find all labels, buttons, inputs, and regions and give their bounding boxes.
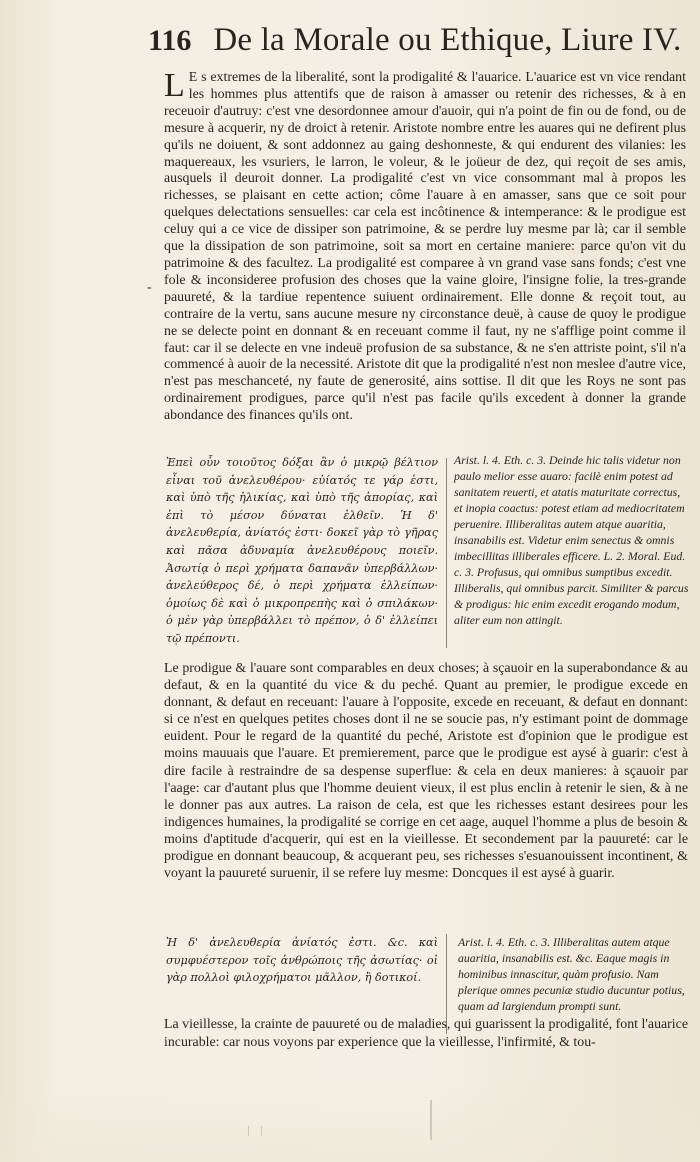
latin-sidenote-2: Arist. l. 4. Eth. c. 3. Illiberalitas autem atque auaritia, insanabilis est. &c. Eaque magis in hominibus innascitur, quàm profusio. Nam plerique omnes pecuniæ studio ducuntur potius, quam ad largiendum prompti sunt. — [458, 935, 685, 1013]
bleed-through-mark-2 — [248, 1126, 262, 1136]
page-header — [148, 22, 682, 66]
latin-sidenote-1: Arist. l. 4. Eth. c. 3. Deinde hic talis videtur non paulo melior esse auaro: facilè enim potest ad sanitatem reuerti, et atatis maturitate correctus, et inopia coactus: potest etiam ad mediocritatem peruenire. Illiberalitas autem atque auaritia, insanabilis est. Videtur enim senectus & omnis imbecillitas illiberales efficere. L. 2. Moral. Eud. c. 3. Profusus, qui omnibus sumptibus excedit. Illiberalis, qui omnibus parcit. Similiter & parcus & prodigus: hic enim excedit erogando modum, aliter eum non attingit. — [454, 453, 689, 627]
greek-quotation-2: Ἡ δ' ἀνελευθερία ἀνίατός ἐστι. &c. καὶ συμφυέστερον τοῖς ἀνθρώποις τῆς ἀσωτίας· οἱ γὰρ πολλοὶ φιλοχρήματοι μᾶλλον, ἢ δοτικοί. — [166, 936, 438, 985]
main-paragraph-1 — [164, 67, 686, 425]
main-paragraph-2: Le prodigue & l'auare sont comparables en deux choses; à sçauoir en la superabondance & au defaut, & en la quantité du vice & du peché. Quant au premier, le prodigue excede en donnant, & defaut en receuant: l'auare à l'opposite, excede en receuant, & defaut en donnant: si ce n'est en quelques petites choses dont il ne se soucie pas, n'y estimant point de dommage euident. Pour le regard de la quantité du peché, Aristote est d'opinion que le prodigue est moins mauuais que l'auare. Et premierement, parce que le prodigue est aysé à guarir: c'est à dire facile à restraindre de sa despense superflue: & cela en deux manieres: à sçauoir par l'aage: car d'autant plus que l'homme deuient vieux, il est plus enclin à retenir le sien, & à ne le donner pas aux autres. La raison de cela, est que les richesses estant desirees pour les indigences humaines, la prodigalité se corrige en cet aage, auquel l'homme a plus de besoin & moins d'aptitude d'acquerir, qui est en la vieillesse. Et secondement par la pauureté: car le prodigue en donnant beaucoup, & acquerant peu, ses richesses s'esuanouissent incontinent, & voyant la pauureté suruenir, il se refere luy mesme: Doncques il est aysé à guarir. — [164, 661, 688, 882]
main-paragraph-1-text: E s extremes de la liberalité, sont la prodigalité & l'auarice. L'auarice est vn vice rendant les hommes plus attentifs que de raison à amasser ou retenir des richesses, & à en receuoir d'autruy: c'est vne desordonnee amour d'auoir, qui n'a point de fin ou de fond, ou de mesure à acquerir, ny de droict à retenir. Aristote nombre entre les auares qui ne defirent plus qu'ils ne doiuent, & sont addonnez au gaing deshonneste, & qui endurent des vilanies: les maquereaux, les vsuriers, le larron, le voleur, & le joüeur de dez, qui reçoit de ses amis, ausquels il deuroit donner. La prodigalité c'est vn vice consommant mal à propos les richesses, se plaisant en cette action; côme l'auare à en amasser, sans que ce soit pour quelques delectations sensuelles: car cela est incôtinence & intemperance: & le prodigue est celuy qui a ce vice de dissiper son patrimoine, & se perdre luy mesme par là; car il semble que la dissipation de son patrimoine, soit sa mort en certaine maniere: parce qu'on vit du patrimoine & des facultez. La prodigalité est comparee à vn grand vase sans fonds; c'est vne fole & inconsideree profusion des choses que la vaine gloire, l'insigne folie, la tres-grande pauureté, & la tardiue repentence suiuent ordinairement. Elle donne & reçoit tout, au contraire de la vertu, sans aucune mesure ny circonstance deuë, à cause de quoy le prodigue ne se delecte point en donnant & en receuant comme il faut, ny ne s'afflige point comme il faut: car il se delecte en vne indeuë profusion de sa substance, & ne s'en attriste point, s'il n'a commencé à auoir de la necessité. Aristote dit que la prodigalité n'est non meslee d'autre vice, n'est pas meschanceté, ny faute de generosité, ains sottise. Il dit que les Roys ne sont pas ordinairement prodigues, parce qu'il n'est pas facile qu'ils excedent à donner la grande abondance des finances qu'ils ont. — [164, 70, 686, 424]
page-number: 116 — [148, 24, 192, 57]
main-paragraph-3: La vieillesse, la crainte de pauureté ou de maladies, qui guarissent la prodigalité, font l'auarice incurable: car nous voyons par experience que la vieillesse, l'infirmité, & tou- — [164, 1017, 688, 1050]
column-divider-1 — [446, 458, 447, 648]
greek-quotation-1: Ἐπεὶ οὖν τοιοῦτος δόξαι ἂν ὁ μικρῷ βέλτιον εἶναι τοῦ ἀνελευθέρου· εὐίατός τε γάρ ἐστι, καὶ ὑπὸ τῆς ἡλικίας, καὶ ὑπὸ τῆς ἀπορίας, καὶ ἐπὶ τὸ μέσον δύναται ἐλθεῖν. Ἡ δ' ἀνελευθερία, ἀνίατός ἐστι· δοκεῖ γὰρ τὸ γῆρας καὶ πᾶσα ἀδυναμία ἀνελευθέρους ποιεῖν. Ἀσωτίᾳ ὁ περὶ χρήματα δαπανᾶν ὑπερβάλλων· ἀνελεύθερος δέ, ὁ περὶ χρήματα ἐλλείπων· ὁμοίως δὲ καὶ ὁ μικροπρεπὴς καὶ ὁ σπιλάκων· ὁ μὲν γὰρ ὑπερβάλλει τὸ πρέπον, ὁ δ' ἐλλείπει τῷ πρέποντι. — [166, 456, 438, 645]
running-head: De la Morale ou Ethique, Liure IV. — [213, 22, 682, 58]
margin-dash-mark: - — [147, 280, 152, 295]
page-bottom-shade — [0, 1080, 700, 1162]
bleed-through-mark — [430, 1100, 432, 1140]
drop-cap: L — [164, 67, 185, 104]
